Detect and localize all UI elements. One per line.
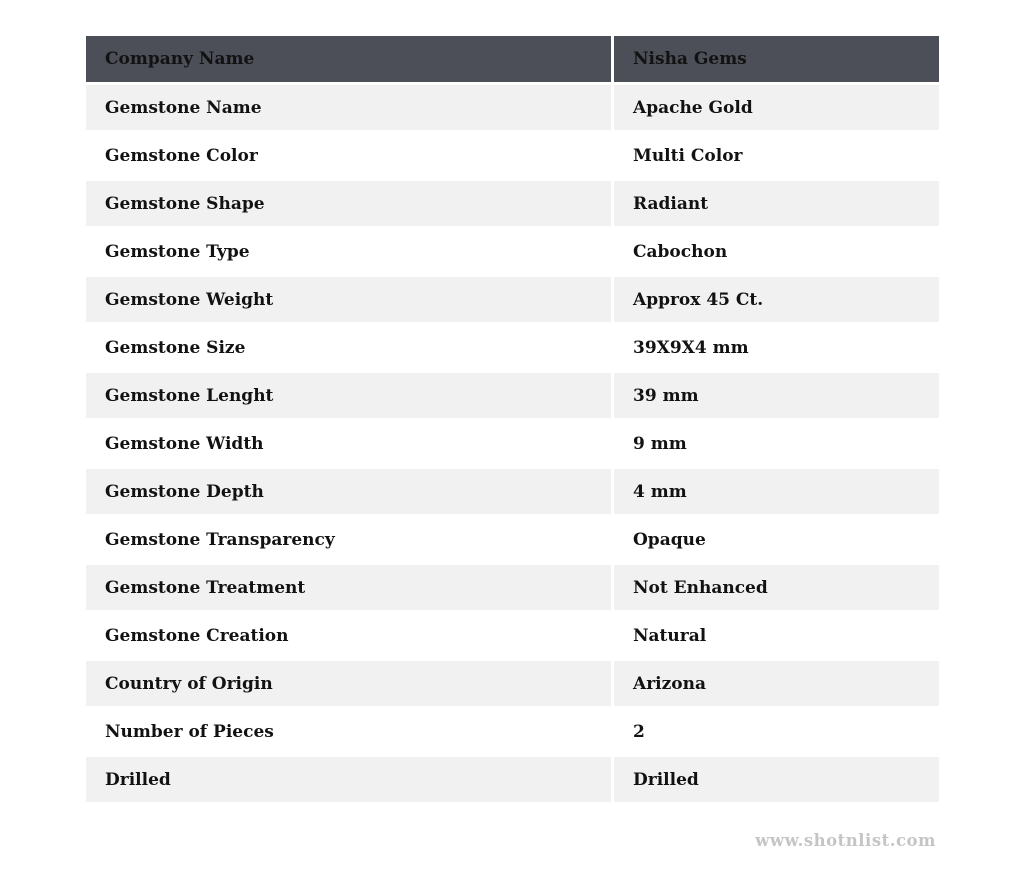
table-row (86, 133, 939, 178)
gemstone-spec-table (83, 33, 942, 805)
row-label: Gemstone Lenght (86, 373, 611, 418)
table-row (86, 709, 939, 754)
row-label: Gemstone Color (86, 133, 611, 178)
row-label: Drilled (86, 757, 611, 802)
row-value: Approx 45 Ct. (614, 277, 939, 322)
table-row (86, 517, 939, 562)
table-row (86, 181, 939, 226)
row-label: Gemstone Weight (86, 277, 611, 322)
row-label: Gemstone Size (86, 325, 611, 370)
row-value: 2 (614, 709, 939, 754)
row-value: 39X9X4 mm (614, 325, 939, 370)
row-label: Gemstone Width (86, 421, 611, 466)
row-value: 39 mm (614, 373, 939, 418)
row-value: Multi Color (614, 133, 939, 178)
row-value: Apache Gold (614, 85, 939, 130)
row-label: Gemstone Creation (86, 613, 611, 658)
row-label: Gemstone Shape (86, 181, 611, 226)
row-label: Gemstone Treatment (86, 565, 611, 610)
table-header-row (86, 36, 939, 82)
row-value: Opaque (614, 517, 939, 562)
row-value: 4 mm (614, 469, 939, 514)
row-label: Gemstone Name (86, 85, 611, 130)
site-watermark: www.shotnlist.com (755, 831, 936, 850)
table-row (86, 373, 939, 418)
row-value: Arizona (614, 661, 939, 706)
row-value: Cabochon (614, 229, 939, 274)
row-label: Number of Pieces (86, 709, 611, 754)
table-row (86, 565, 939, 610)
table-row (86, 661, 939, 706)
table-row (86, 757, 939, 802)
row-label: Gemstone Type (86, 229, 611, 274)
row-value: Radiant (614, 181, 939, 226)
row-label: Gemstone Depth (86, 469, 611, 514)
table-row (86, 85, 939, 130)
header-label-cell: Company Name (86, 36, 611, 82)
row-value: 9 mm (614, 421, 939, 466)
row-value: Not Enhanced (614, 565, 939, 610)
table-row (86, 613, 939, 658)
table-row (86, 469, 939, 514)
row-value: Natural (614, 613, 939, 658)
row-label: Gemstone Transparency (86, 517, 611, 562)
table-row (86, 229, 939, 274)
table-row (86, 325, 939, 370)
row-label: Country of Origin (86, 661, 611, 706)
header-value-cell: Nisha Gems (614, 36, 939, 82)
row-value: Drilled (614, 757, 939, 802)
table-row (86, 421, 939, 466)
table-row (86, 277, 939, 322)
